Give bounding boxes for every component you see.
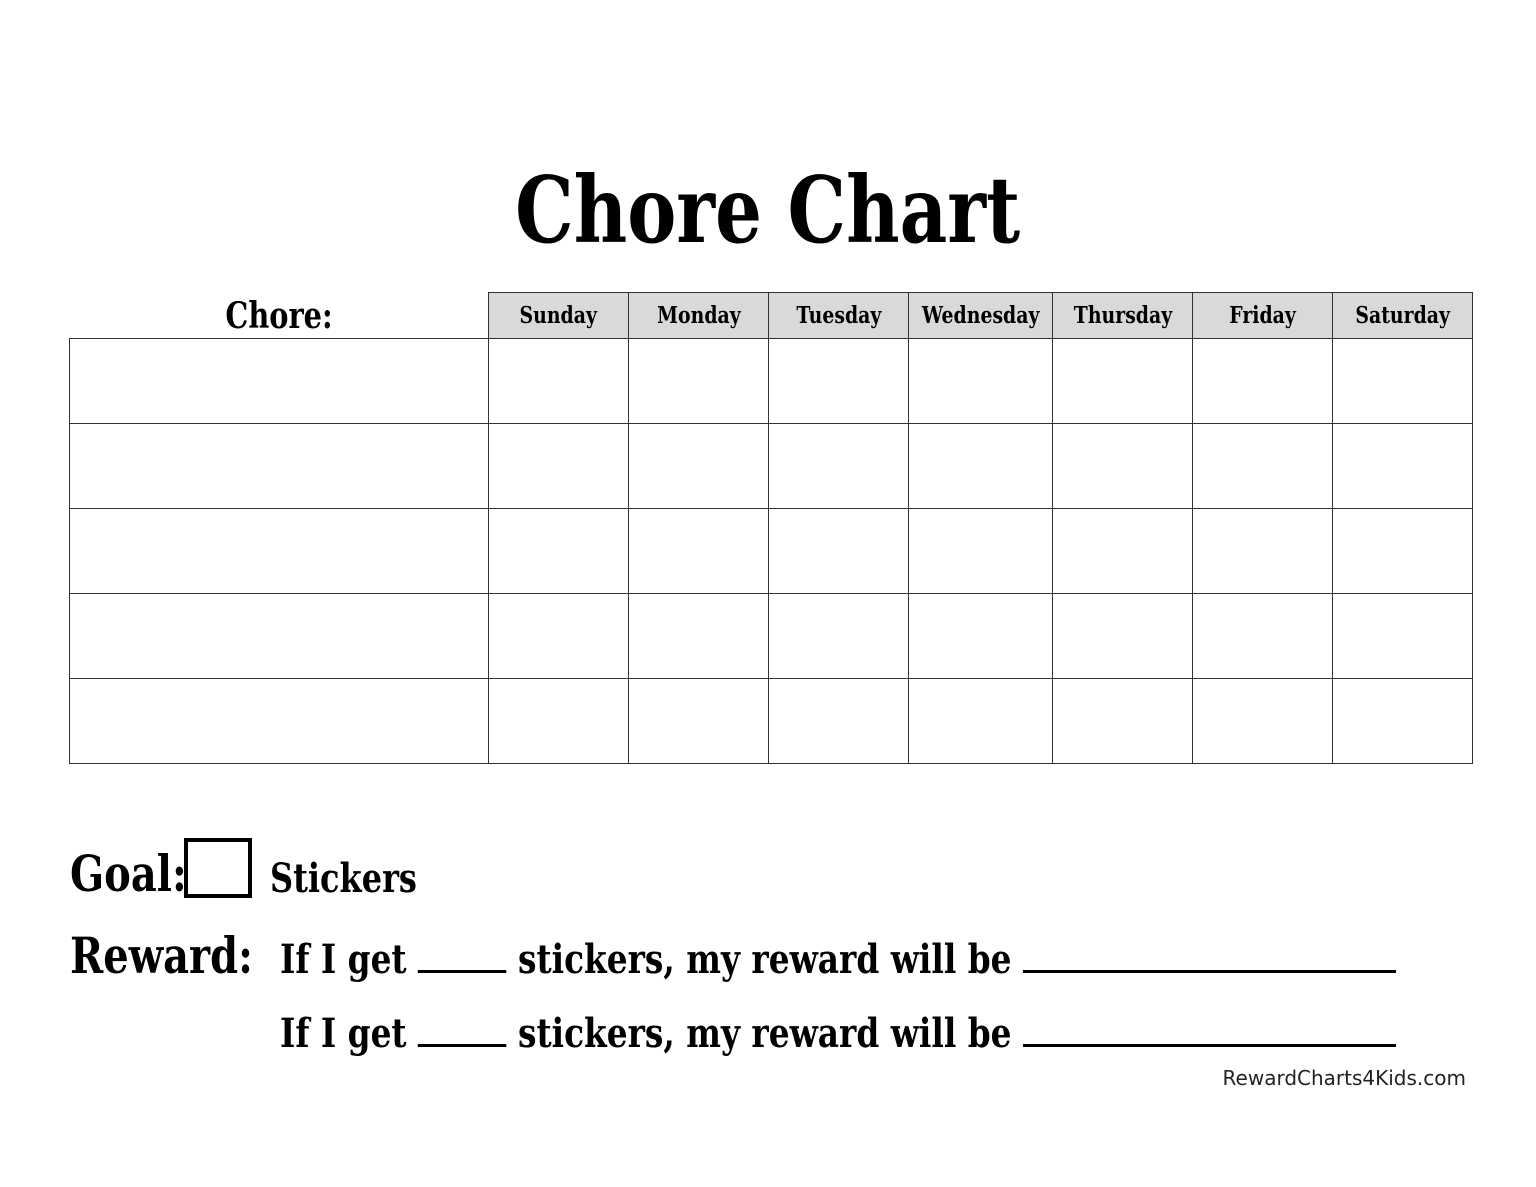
sticker-cell-friday[interactable] — [1193, 509, 1333, 594]
chore-name-cell[interactable] — [70, 339, 489, 424]
sticker-cell-sunday[interactable] — [489, 339, 629, 424]
site-watermark: RewardCharts4Kids.com — [1222, 1066, 1466, 1090]
sticker-cell-monday[interactable] — [629, 509, 769, 594]
sticker-cell-thursday[interactable] — [1053, 424, 1193, 509]
sticker-cell-wednesday[interactable] — [909, 424, 1053, 509]
day-header-tuesday: Tuesday — [769, 293, 909, 339]
sticker-count-blank[interactable] — [418, 1006, 507, 1047]
reward-prefix: If I get — [280, 1010, 407, 1057]
reward-middle: stickers, my reward will be — [518, 1010, 1012, 1057]
sticker-cell-wednesday[interactable] — [909, 594, 1053, 679]
sticker-cell-tuesday[interactable] — [769, 339, 909, 424]
sticker-cell-sunday[interactable] — [489, 424, 629, 509]
chore-row — [70, 509, 1473, 594]
day-header-thursday: Thursday — [1053, 293, 1193, 339]
sticker-cell-sunday[interactable] — [489, 679, 629, 764]
reward-prefix: If I get — [280, 936, 407, 983]
chore-header-spacer — [70, 293, 489, 339]
sticker-cell-sunday[interactable] — [489, 509, 629, 594]
sticker-cell-thursday[interactable] — [1053, 679, 1193, 764]
sticker-cell-sunday[interactable] — [489, 594, 629, 679]
reward-blank[interactable] — [1023, 932, 1396, 973]
chore-table — [69, 292, 1473, 764]
reward-middle: stickers, my reward will be — [518, 936, 1012, 983]
day-header-monday: Monday — [629, 293, 769, 339]
chore-row — [70, 339, 1473, 424]
goal-sticker-box[interactable] — [184, 838, 252, 898]
goal-suffix: Stickers — [270, 855, 417, 902]
sticker-cell-thursday[interactable] — [1053, 509, 1193, 594]
day-header-friday: Friday — [1193, 293, 1333, 339]
day-header-row — [70, 293, 1473, 339]
page-title: Chore Chart — [515, 156, 1021, 264]
reward-blank[interactable] — [1023, 1006, 1396, 1047]
sticker-cell-monday[interactable] — [629, 339, 769, 424]
chore-column-header: Chore: — [225, 295, 333, 337]
sticker-cell-tuesday[interactable] — [769, 509, 909, 594]
sticker-cell-tuesday[interactable] — [769, 679, 909, 764]
sticker-cell-friday[interactable] — [1193, 339, 1333, 424]
sticker-cell-wednesday[interactable] — [909, 679, 1053, 764]
chore-row — [70, 679, 1473, 764]
chore-name-cell[interactable] — [70, 679, 489, 764]
sticker-cell-monday[interactable] — [629, 679, 769, 764]
reward-line — [280, 932, 1536, 987]
reward-line — [280, 1006, 1536, 1061]
sticker-cell-thursday[interactable] — [1053, 339, 1193, 424]
sticker-cell-friday[interactable] — [1193, 424, 1333, 509]
chore-row — [70, 594, 1473, 679]
day-header-saturday: Saturday — [1333, 293, 1473, 339]
sticker-cell-saturday[interactable] — [1333, 424, 1473, 509]
chore-row — [70, 424, 1473, 509]
sticker-cell-saturday[interactable] — [1333, 339, 1473, 424]
sticker-cell-saturday[interactable] — [1333, 594, 1473, 679]
chore-name-cell[interactable] — [70, 424, 489, 509]
sticker-cell-tuesday[interactable] — [769, 424, 909, 509]
day-header-sunday: Sunday — [489, 293, 629, 339]
reward-label: Reward: — [70, 926, 253, 985]
sticker-cell-wednesday[interactable] — [909, 509, 1053, 594]
chore-name-cell[interactable] — [70, 594, 489, 679]
sticker-cell-saturday[interactable] — [1333, 679, 1473, 764]
sticker-cell-monday[interactable] — [629, 594, 769, 679]
sticker-cell-tuesday[interactable] — [769, 594, 909, 679]
sticker-count-blank[interactable] — [418, 932, 507, 973]
sticker-cell-friday[interactable] — [1193, 594, 1333, 679]
sticker-cell-thursday[interactable] — [1053, 594, 1193, 679]
day-header-wednesday: Wednesday — [909, 293, 1053, 339]
sticker-cell-wednesday[interactable] — [909, 339, 1053, 424]
sticker-cell-monday[interactable] — [629, 424, 769, 509]
sticker-cell-saturday[interactable] — [1333, 509, 1473, 594]
goal-label: Goal: — [70, 844, 187, 903]
sticker-cell-friday[interactable] — [1193, 679, 1333, 764]
chore-rows — [70, 339, 1473, 764]
chore-name-cell[interactable] — [70, 509, 489, 594]
